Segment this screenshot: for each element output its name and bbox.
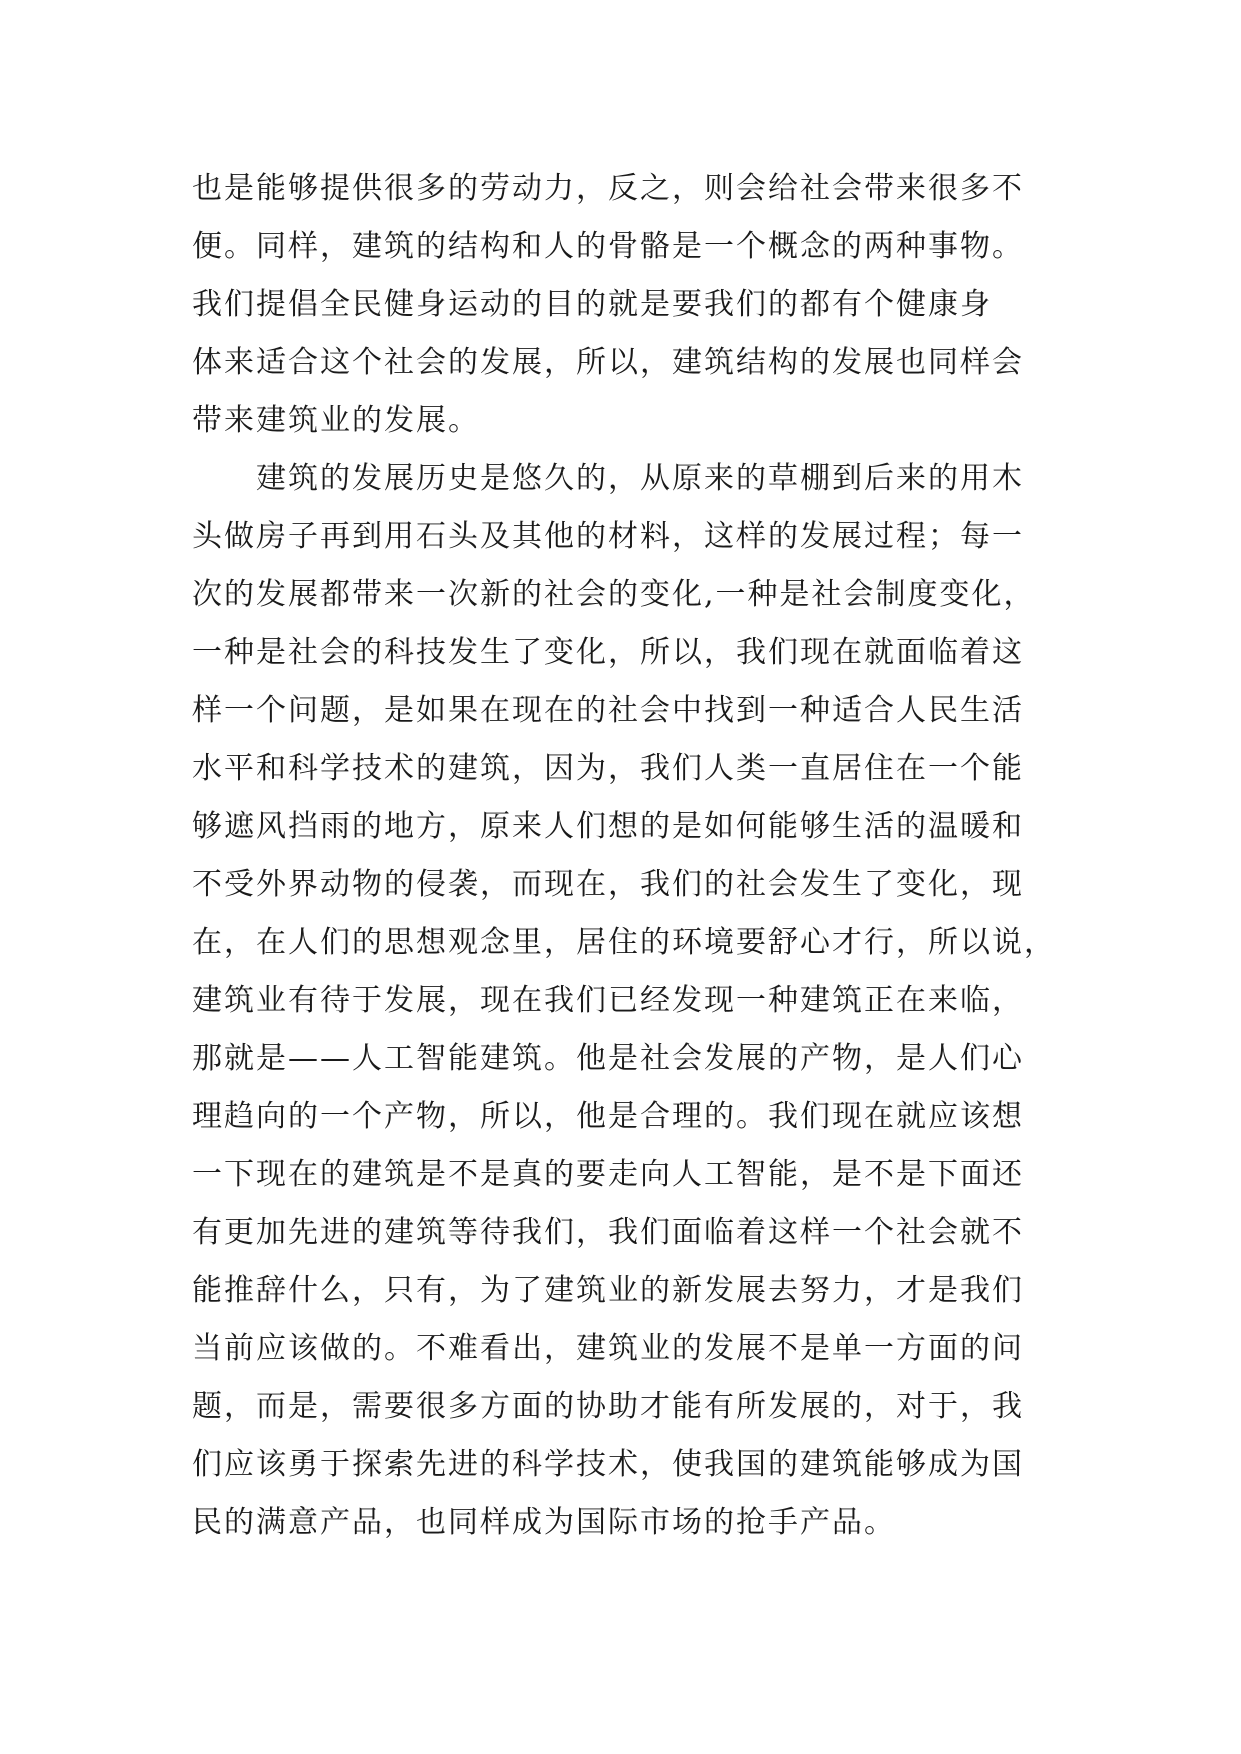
text-line: 建筑的发展历史是悠久的，从原来的草棚到后来的用木	[192, 461, 1024, 496]
text-line: 能推辞什么，只有，为了建筑业的新发展去努力，才是我们	[192, 1273, 1024, 1308]
text-line: 民的满意产品，也同样成为国际市场的抢手产品。	[192, 1505, 896, 1540]
text-line: 带来建筑业的发展。	[192, 403, 480, 438]
body-text	[192, 160, 1072, 1552]
text-line: 一种是社会的科技发生了变化，所以，我们现在就面临着这	[192, 635, 1024, 670]
text-line: 够遮风挡雨的地方，原来人们想的是如何能够生活的温暖和	[192, 809, 1024, 844]
text-line: 有更加先进的建筑等待我们，我们面临着这样一个社会就不	[192, 1215, 1024, 1250]
text-line: 题，而是，需要很多方面的协助才能有所发展的，对于，我	[192, 1389, 1024, 1424]
text-line: 也是能够提供很多的劳动力，反之，则会给社会带来很多不	[192, 171, 1024, 206]
text-line: 样一个问题，是如果在现在的社会中找到一种适合人民生活	[192, 693, 1024, 728]
text-line: 在，在人们的思想观念里，居住的环境要舒心才行，所以说，	[192, 925, 1056, 960]
text-line: 建筑业有待于发展，现在我们已经发现一种建筑正在来临，	[192, 983, 1024, 1018]
text-line: 们应该勇于探索先进的科学技术，使我国的建筑能够成为国	[192, 1447, 1024, 1482]
text-line: 那就是——人工智能建筑。他是社会发展的产物，是人们心	[192, 1041, 1024, 1076]
text-line: 当前应该做的。不难看出，建筑业的发展不是单一方面的问	[192, 1331, 1024, 1366]
text-line: 一下现在的建筑是不是真的要走向人工智能，是不是下面还	[192, 1157, 1024, 1192]
text-line: 我们提倡全民健身运动的目的就是要我们的都有个健康身	[192, 287, 992, 322]
text-line: 头做房子再到用石头及其他的材料，这样的发展过程；每一	[192, 519, 1024, 554]
text-line: 水平和科学技术的建筑，因为，我们人类一直居住在一个能	[192, 751, 1024, 786]
text-line: 次的发展都带来一次新的社会的变化,一种是社会制度变化，	[192, 577, 1036, 612]
text-line: 不受外界动物的侵袭，而现在，我们的社会发生了变化，现	[192, 867, 1024, 902]
text-line: 理趋向的一个产物，所以，他是合理的。我们现在就应该想	[192, 1099, 1024, 1134]
text-line: 体来适合这个社会的发展，所以，建筑结构的发展也同样会	[192, 345, 1024, 380]
text-line: 便。同样，建筑的结构和人的骨骼是一个概念的两种事物。	[192, 229, 1024, 264]
